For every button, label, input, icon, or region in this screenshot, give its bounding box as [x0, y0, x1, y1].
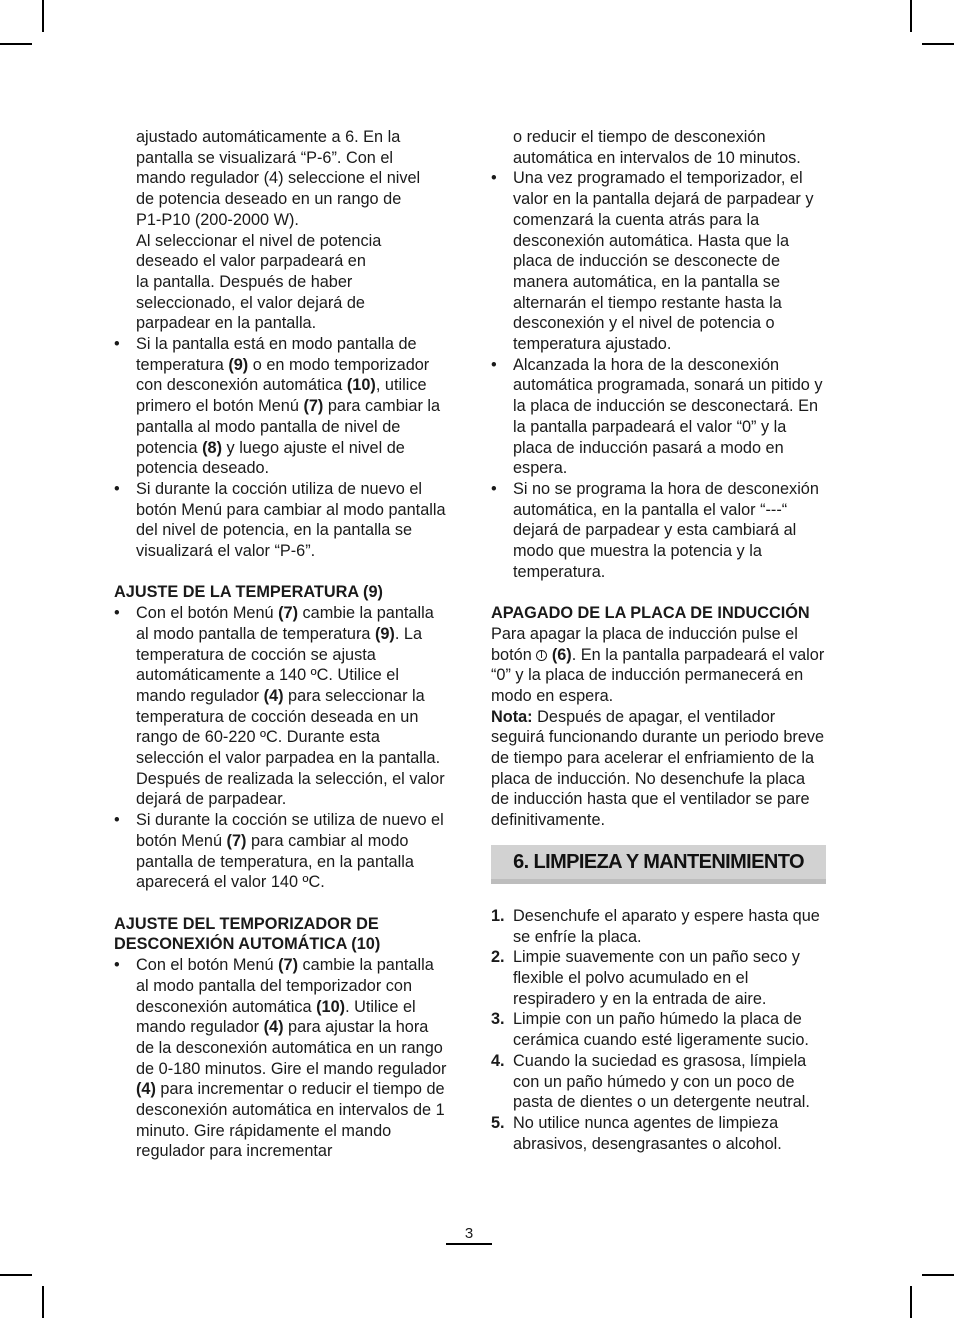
- numbered-item: 2. Limpie suavemente con un paño seco y flexible el polvo acumulado en el respiradero y en la entrada de aire.: [491, 948, 800, 1008]
- bullet: •: [114, 335, 120, 354]
- bullet: •: [491, 355, 497, 374]
- intro-paragraph: ajustado automáticamente a 6. En la pantalla se visualizará “P-6”. Con el mando regulador (4) seleccione el nivel de potencia deseado en un rango de P1-P10 (200-2000 W). Al seleccionar el nivel de potencia deseado el valor parpadeará en la pantalla. Después de haber seleccionado, el valor dejará de parpadear en la pantalla.: [136, 128, 421, 333]
- page-number: 3: [446, 1225, 492, 1245]
- list-item: • Si no se programa la hora de desconexión automática, en la pantalla el valor “---“ dejará de parpadear y esta cambiará al modo que muestra la potencia y la temperatura.: [491, 479, 819, 581]
- list-item: • Con el botón Menú (7) cambie la pantalla al modo pantalla del temporizador con desconexión automática (10). Utilice el mando regulador (4) para ajustar la hora de la desconexión automática en un rango de 0-180 minutos. Gire el mando regulador (4) para incrementar o reducir el tiempo de desconexión automática en intervalos de 1 minuto. Gire rápidamente el mando regulador para incrementar: [114, 956, 447, 1161]
- crop-mark: [922, 1274, 954, 1276]
- numbered-item: 4. Cuando la suciedad es grasosa, límpiela con un paño húmedo y con un poco de pasta de dientes o un detergente neutral.: [491, 1051, 810, 1112]
- crop-mark: [0, 1274, 32, 1276]
- power-off-heading: APAGADO DE LA PLACA DE INDUCCIÓN: [491, 604, 810, 623]
- power-icon: [536, 650, 547, 661]
- bullet: •: [491, 169, 497, 188]
- list-item: • Con el botón Menú (7) cambie la pantalla al modo pantalla de temperatura (9). La temperatura de cocción se ajusta automáticamente a 140 ºC. Utilice el mando regulador (4) para seleccionar la temperatura de cocción deseada en un rango de 60-220 ºC. Durante esta selección el valor parpadea en la pantalla. Después de realizada la selección, el valor dejará de parpadear.: [114, 604, 445, 809]
- list-item: • Alcanzada la hora de la desconexión automática programada, sonará un pitido y la placa de inducción se desconectará. En la pantalla parpadeará el valor “0” y la placa de inducción pasará a modo en espera.: [491, 355, 823, 478]
- section-title-bar: [491, 845, 826, 884]
- continued-paragraph: o reducir el tiempo de desconexión automática en intervalos de 10 minutos.: [513, 128, 801, 167]
- temperature-heading: AJUSTE DE LA TEMPERATURA (9): [114, 583, 383, 602]
- list-item: • Si durante la cocción se utiliza de nuevo el botón Menú (7) para cambiar al modo pantalla de temperatura, en la pantalla aparecerá el valor 140 ºC.: [114, 811, 444, 892]
- numbered-item: 5. No utilice nunca agentes de limpieza abrasivos, desengrasantes o alcohol.: [491, 1113, 782, 1153]
- bullet: •: [491, 479, 497, 498]
- crop-mark: [42, 0, 44, 32]
- numbered-item: 1. Desenchufe el aparato y espere hasta que se enfríe la placa.: [491, 906, 820, 946]
- bullet: •: [114, 956, 120, 975]
- crop-mark: [910, 0, 912, 32]
- left-column: [114, 127, 448, 1162]
- power-off-paragraph: Para apagar la placa de inducción pulse el botón (6). En la pantalla parpadeará el valor “0” y la placa de inducción permanecerá en modo en espera.: [491, 624, 825, 705]
- list-item: • Si durante la cocción utiliza de nuevo el botón Menú para cambiar al modo pantalla del nivel de potencia, en la pantalla se visualizará el valor “P-6”.: [114, 479, 446, 561]
- numbered-item: 3. Limpie con un paño húmedo la placa de cerámica cuando esté ligeramente sucio.: [491, 1010, 809, 1050]
- crop-mark: [0, 43, 32, 45]
- crop-mark: [42, 1286, 44, 1318]
- crop-mark: [922, 43, 954, 45]
- bullet: •: [114, 811, 120, 830]
- bullet: •: [114, 604, 120, 623]
- list-item: • Una vez programado el temporizador, el valor en la pantalla dejará de parpadear y comenzará la cuenta atrás para la desconexión automática. Hasta que la placa de inducción se desconecte de manera automática, en la pantalla se alternarán el tiempo restante hasta la desconexión y el nivel de potencia o temperatura ajustado.: [491, 169, 814, 354]
- crop-mark: [910, 1286, 912, 1318]
- note-paragraph: Nota: Después de apagar, el ventilador seguirá funcionando durante un periodo breve de tiempo para acelerar el enfriamiento de la placa de inducción. No desenchufe la placa de inducción hasta que el ventilador se pare definitivamente.: [491, 707, 825, 830]
- right-column: [491, 127, 826, 1154]
- timer-heading: AJUSTE DEL TEMPORIZADOR DE DESCONEXIÓN AUTOMÁTICA (10): [114, 914, 381, 954]
- section-title: 6. LIMPIEZA Y MANTENIMIENTO: [513, 850, 804, 873]
- bullet: •: [114, 479, 120, 498]
- list-item: • Si la pantalla está en modo pantalla de temperatura (9) o en modo temporizador con desconexión automática (10), utilice primero el botón Menú (7) para cambiar la pantalla al modo pantalla de nivel de potencia (8) y luego ajuste el nivel de potencia deseado.: [114, 335, 441, 478]
